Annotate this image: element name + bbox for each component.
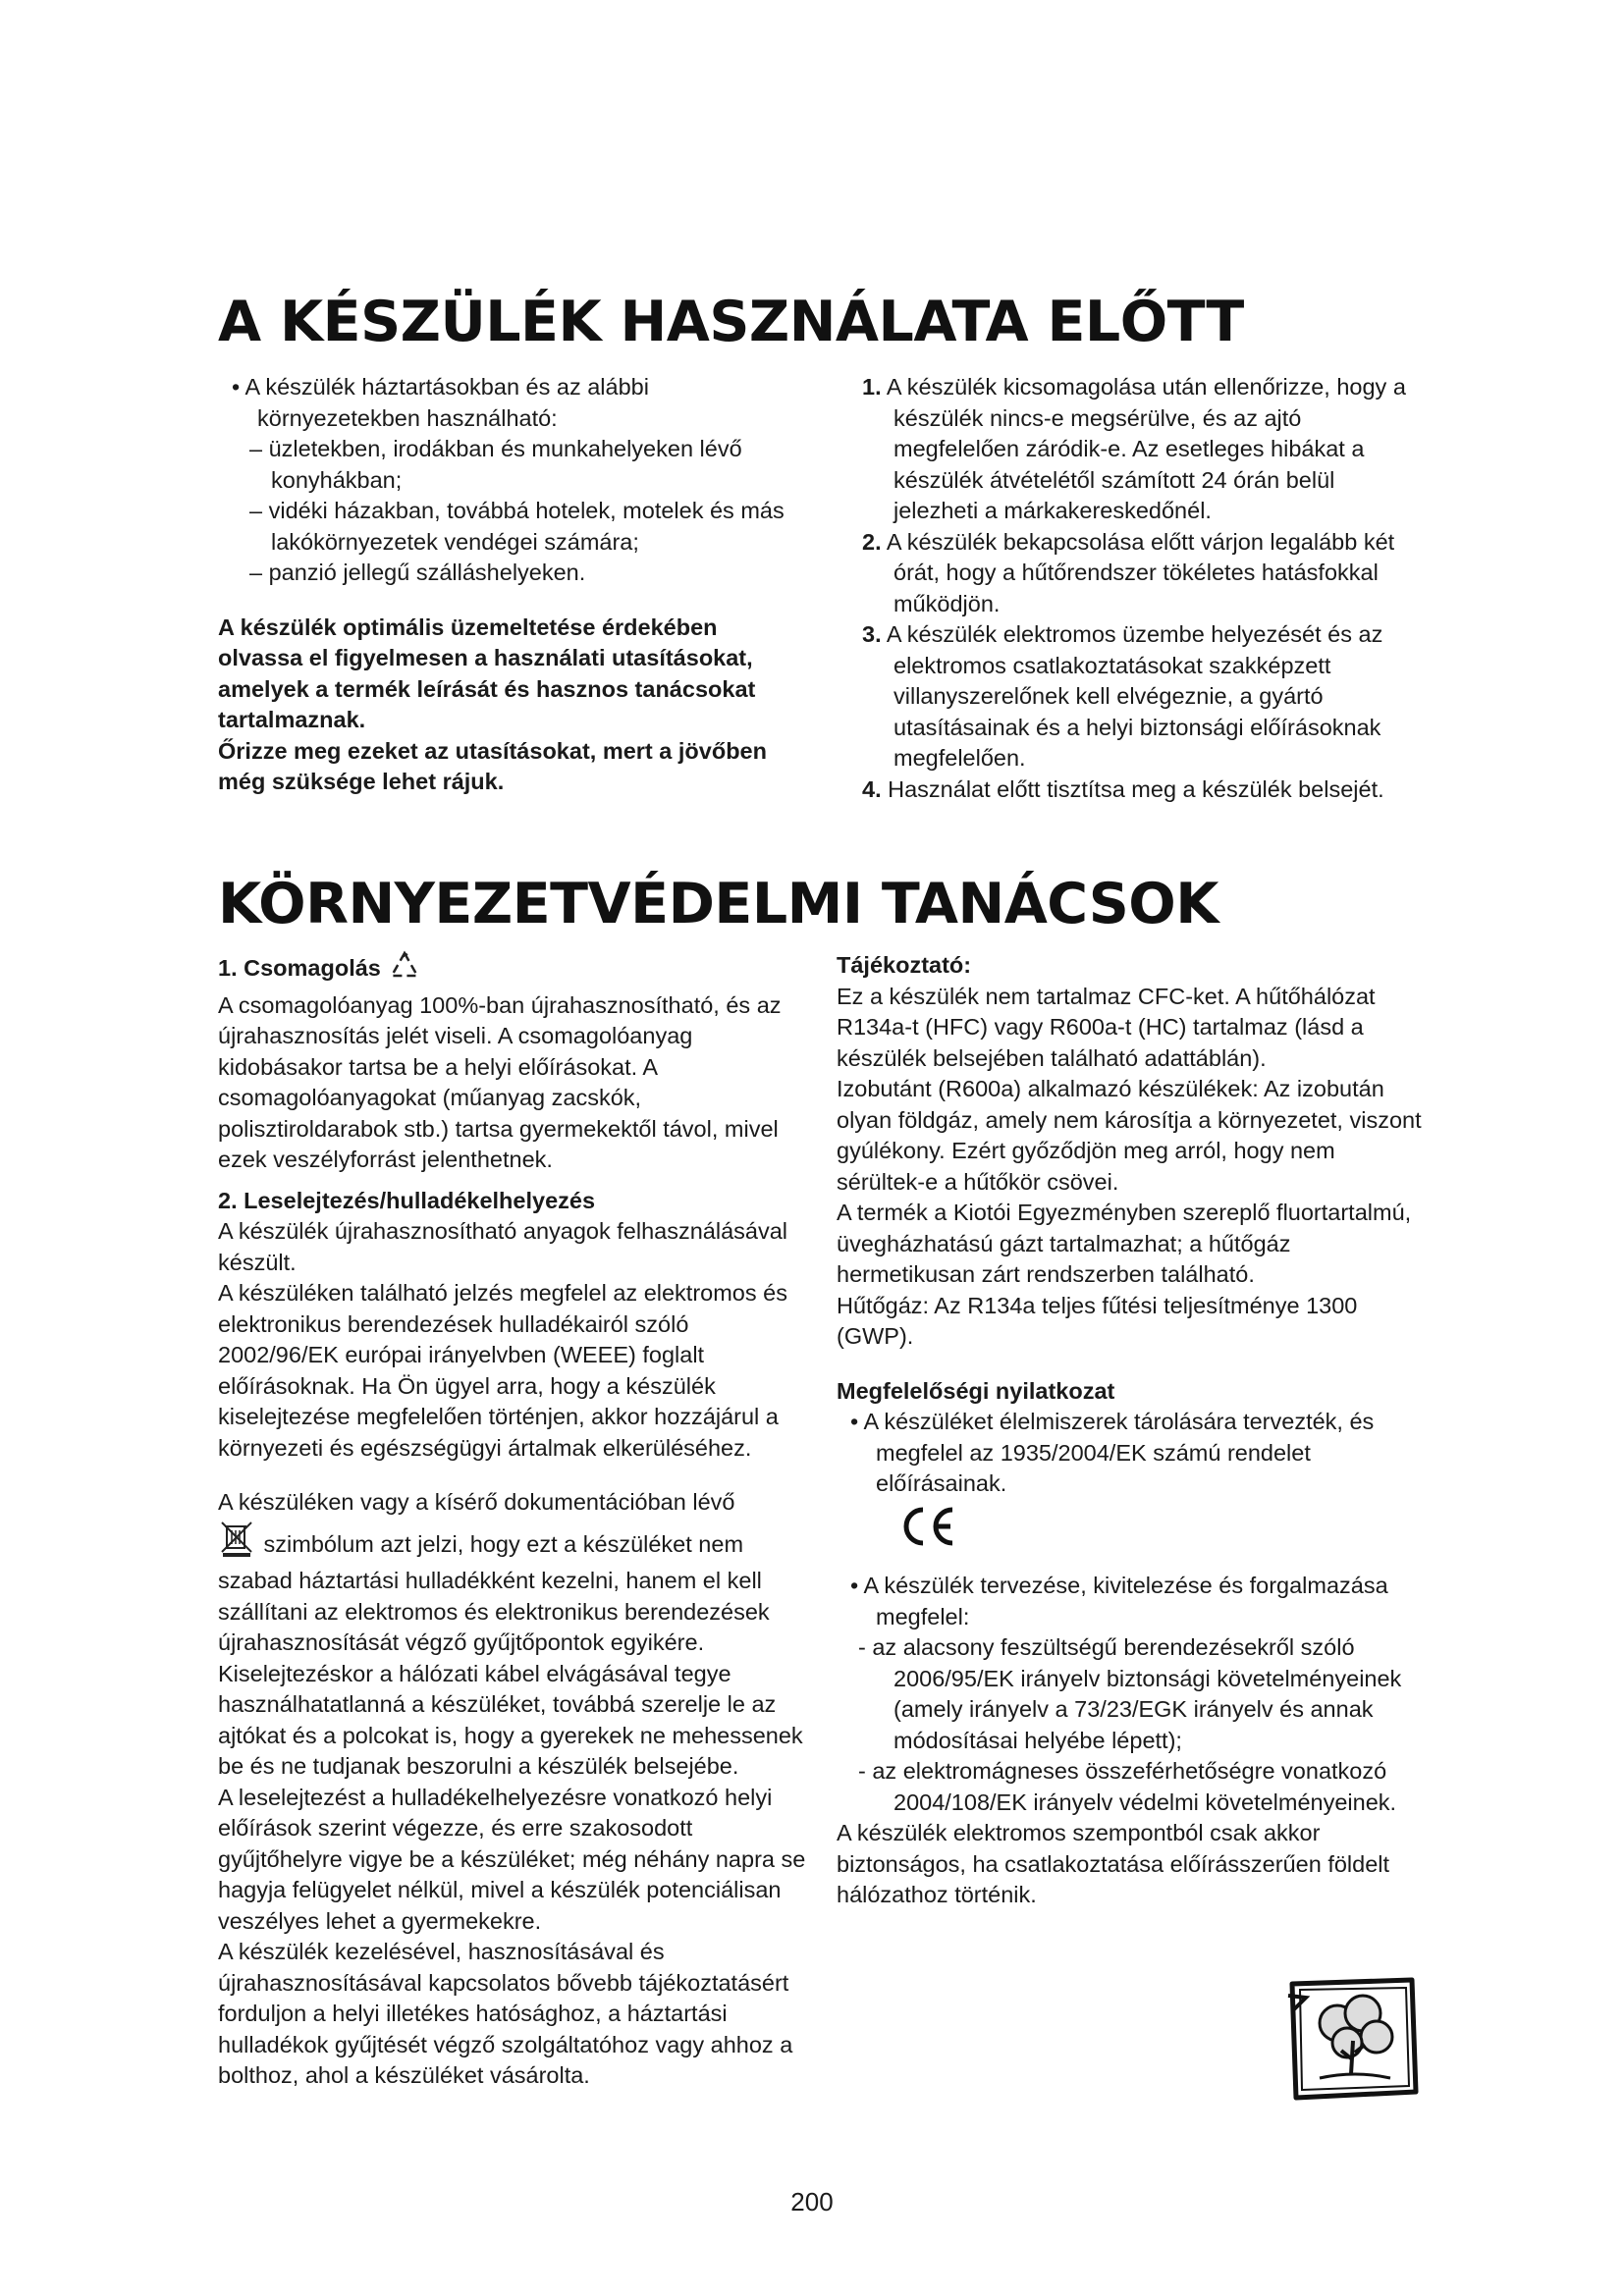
symbol-text-intro: A készüléken vagy a kísérő dokumentációban lévő: [218, 1489, 735, 1515]
numbered-step: 2. A készülék bekapcsolása előtt várjon legalább két órát, hogy a hűtőrendszer tökéletes hatásfokkal működjön.: [862, 528, 1395, 616]
numbered-step: 4. Használat előtt tisztítsa meg a készülék belsejét.: [862, 775, 1384, 802]
grounding-text: A készülék elektromos szempontból csak akkor biztonságos, ha csatlakoztatása előírásszerűen földelt hálózathoz történik.: [837, 1820, 1390, 1907]
weee-text: A készüléken található jelzés megfelel az elektromos és elektronikus berendezések hulladékairól szóló 2002/96/EK európai irányelvben (WEEE) foglalt előírásoknak. Ha Ön ügyel arra, hogy a készülék kiselejtezése megfelelően történjen, akkor hozzájárul a környezeti és egészségügyi ártalmak elkerüléséhez.: [218, 1280, 787, 1461]
disposal-cut-cable-text: Kiselejtezéskor a hálózati kábel elvágásával tegye használhatatlanná a készüléket, továbbá szerelje le az ajtókat és a polcokat is, hogy a gyerekek ne mehessenek be és ne tudjanak beszorulni a készülék belsejébe.: [218, 1660, 803, 1779]
conformity-food-text: • A készüléket élelmiszerek tárolására tervezték, és megfelel az 1935/2004/EK számú rendelet előírásainak.: [850, 1409, 1375, 1496]
conformity-design-text: • A készülék tervezése, kivitelezése és forgalmazása megfelel:: [850, 1573, 1388, 1629]
section2-left-column: [218, 950, 807, 2092]
environment-tree-icon: [1286, 1976, 1424, 2109]
section2-right-column: [837, 950, 1426, 1911]
conformity-heading: Megfelelőségi nyilatkozat: [837, 1377, 1115, 1404]
usage-intro: • A készülék háztartásokban és az alábbi környezetekben használható:: [232, 374, 649, 431]
numbered-step: 3. A készülék elektromos üzembe helyezését és az elektromos csatlakoztatásokat szakképzett villanyszerelőnek kell elvégeznie, a gyártó utasításainak és a helyi biztonsági előírásoknak megfelelően.: [862, 621, 1383, 771]
keep-instructions-note: Őrizze meg ezeket az utasításokat, mert a jövőben még szüksége lehet rájuk.: [218, 737, 767, 794]
usage-item: – vidéki házakban, továbbá hotelek, motelek és más lakókörnyezetek vendégei számára;: [249, 498, 785, 555]
usage-item: – üzletekben, irodákban és munkahelyeken lévő konyhákban;: [249, 436, 742, 493]
disposal-local-rules-text: A leselejtezést a hulladékelhelyezésre vonatkozó helyi előírások szerint végezze, és erre szakosodott gyűjtőhelyre vigye be a készüléket; még néhány napra se hagyja felügyelet nélkül, mivel a készülék potenciálisan veszélyes lehet a gyermekekre.: [218, 1784, 806, 1934]
ce-mark-icon: [895, 1504, 1426, 1558]
symbol-text: szimbólum azt jelzi, hogy ezt a készüléket nem szabad háztartási hulladékként kezelni, hanem el kell szállítani az elektromos és elektronikus berendezések újrahasznosítását végző gyűjtőpontok egyikére.: [218, 1519, 807, 1659]
disposal-heading: 2. Leselejtezés/hulladékelhelyezés: [218, 1187, 596, 1213]
kyoto-text: A termék a Kiotói Egyezményben szereplő fluortartalmú, üvegházhatású gázt tartalmazhat; a hűtőgáz hermetikusan zárt rendszerben található.: [837, 1200, 1412, 1287]
refrigerant-text: Hűtőgáz: Az R134a teljes fűtési teljesítménye 1300 (GWP).: [837, 1292, 1358, 1349]
numbered-step: 1. A készülék kicsomagolása után ellenőrizze, hogy a készülék nincs-e megsérülve, és az ajtó megfelelően záródik-e. Az esetleges hibákat a készülék átvételétől számított 24 órán belül jelezheti a márkakereskedőnél.: [862, 374, 1406, 523]
section-title-before-use: A KÉSZÜLÉK HASZNÁLATA ELŐTT: [218, 290, 1244, 354]
usage-item: – panzió jellegű szálláshelyeken.: [249, 560, 586, 585]
section-title-environment: KÖRNYEZETVÉDELMI TANÁCSOK: [218, 872, 1218, 936]
packaging-heading: 1. Csomagolás: [218, 950, 807, 990]
crossed-bin-icon: [218, 1519, 257, 1567]
packaging-text: A csomagolóanyag 100%-ban újrahasznosítható, és az újrahasznosítás jelét viseli. A csomagolóanyag kidobásakor tartsa be a helyi előírásokat. A csomagolóanyagokat (műanyag zacskók, polisztiroldarabok stb.) tartsa gyermekektől távol, mivel ezek veszélyforrást jelenthetnek.: [218, 991, 782, 1172]
isobutane-text: Izobutánt (R600a) alkalmazó készülékek: Az izobután olyan földgáz, amely nem károsítja a környezetet, viszont gyúlékony. Ezért győződjön meg arról, hogy nem sérültek-e a hűtőkör csövei.: [837, 1076, 1422, 1195]
disposal-info-text: A készülék kezelésével, hasznosításával és újrahasznosításával kapcsolatos bővebb tájékoztatásért forduljon a helyi illetékes hatósághoz, a háztartási hulladékok gyűjtését végző szolgáltatóhoz vagy ahhoz a bolthoz, ahol a készüléket vásárolta.: [218, 1939, 793, 2088]
page-number: 200: [790, 2187, 834, 2216]
section1-left-column: [218, 372, 807, 798]
emc-directive-text: - az elektromágneses összeférhetőségre vonatkozó 2004/108/EK irányelv védelmi követelményeinek.: [858, 1758, 1397, 1815]
low-voltage-directive-text: - az alacsony feszültségű berendezésekről szóló 2006/95/EK irányelv biztonsági követelményeinek (amely irányelv a 73/23/EGK irányelv és annak módosításai helyébe lépett);: [858, 1634, 1402, 1753]
read-instructions-note: A készülék optimális üzemeltetése érdekében olvassa el figyelmesen a használati utasításokat, amelyek a termék leírását és hasznos tanácsokat tartalmaznak.: [218, 614, 756, 732]
section1-right-column: [837, 372, 1426, 805]
recycle-icon: [387, 950, 422, 990]
info-heading: Tájékoztató:: [837, 952, 972, 978]
disposal-text: A készülék újrahasznosítható anyagok felhasználásával készült.: [218, 1218, 788, 1275]
cfc-text: Ez a készülék nem tartalmaz CFC-ket. A hűtőhálózat R134a-t (HFC) vagy R600a-t (HC) tartalmaz (lásd a készülék belsejében található adattáblán).: [837, 983, 1376, 1071]
